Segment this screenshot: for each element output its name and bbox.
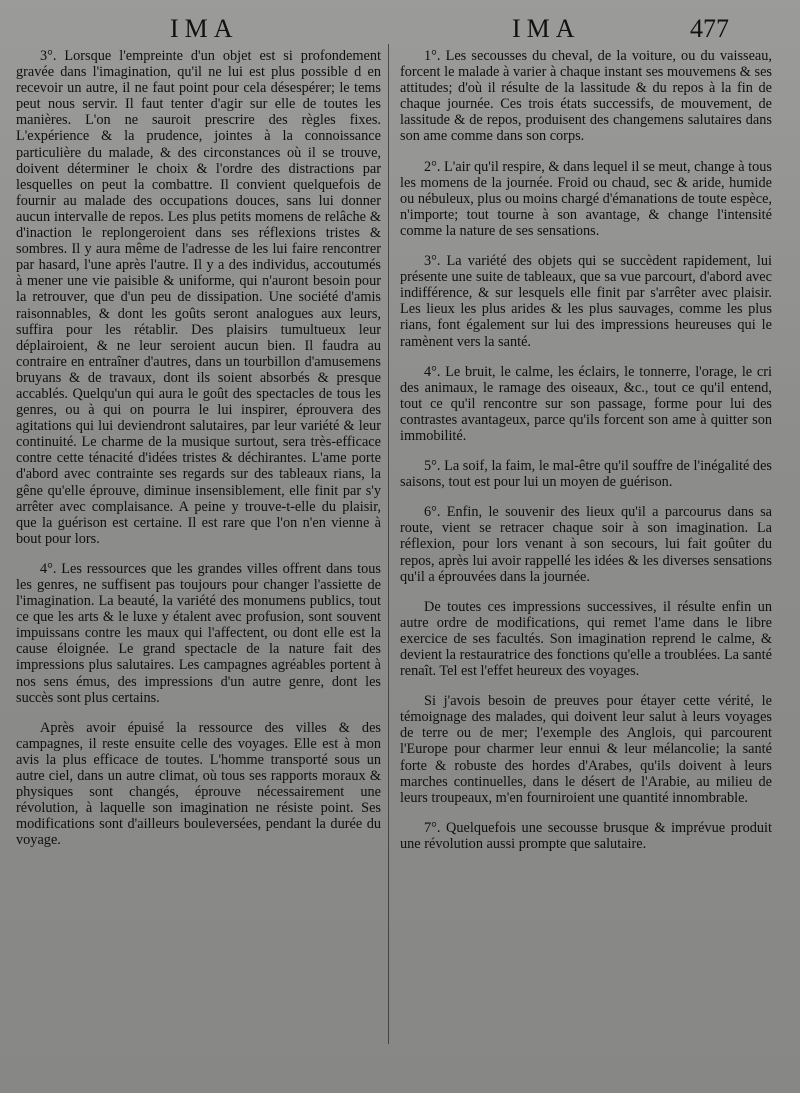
left-column xyxy=(16,48,381,863)
column-divider xyxy=(388,44,389,1044)
paragraph: 7°. Quelquefois une secousse brusque & imprévue produit une révolution aussi prompte que salutaire. xyxy=(400,819,772,852)
paragraph: 5°. La soif, la faim, le mal-être qu'il souffre de l'inégalité des saisons, tout est pour lui un moyen de guérison. xyxy=(400,458,772,491)
paragraph: 4°. Le bruit, le calme, les éclairs, le tonnerre, l'orage, le cri des animaux, le ramage des oiseaux, &c., tout ce qu'il entend, tout ce qu'il rencontre sur son passage, forme pour lui des contrastes avantageux, parce qu'ils forcent son ame à quitter son immobilité. xyxy=(400,363,772,444)
paragraph: 4°. Les ressources que les grandes villes offrent dans tous les genres, ne suffisent pas toujours pour changer l'assiette de l'imagination. La beauté, la variété des monumens publics, tout ce que les arts & le luxe y étalent avec profusion, sont souvent impuissans contre les maux qui l'affectent, ou dont elle est la cause éloignée. Le grand spectacle de la nature fait des impressions plus salutaires. Les campagnes agréables portent à nos sens émus, des impressions d'un autre genre, dont les succès sont plus certains. xyxy=(16,560,381,706)
paragraph: 2°. L'air qu'il respire, & dans lequel il se meut, change à tous les momens de la journée. Froid ou chaud, sec & aride, humide ou nébuleux, plus ou moins chargé d'émanations de toute espèce, n'importe; tout tourne à son avantage, & change l'intensité comme la nature de ses sensations. xyxy=(400,158,772,239)
paragraph: 6°. Enfin, le souvenir des lieux qu'il a parcourus dans sa route, vient se retracer chaque soir à son imagination. La réflexion, pour lors venant à son secours, lui fait goûter du repos, après lui avoir rappellé les idées & les diverses sensations qu'il a éprouvées dans la journée. xyxy=(400,504,772,585)
page-number: 477 xyxy=(690,14,729,43)
paragraph: 3°. La variété des objets qui se succèdent rapidement, lui présente une suite de tableaux, que sa vue parcourt, d'abord avec indifférence, & sur lesquels elle finit par s'arrêter avec plaisir. Les lieux les plus arides & les plus sauvages, comme les plus rians, font également sur lui des impressions heureuses qui le ramènent vers la santé. xyxy=(400,253,772,350)
paragraph: 3°. Lorsque l'empreinte d'un objet est si profondement gravée dans l'imagination, qu'il ne lui est plus possible d en recevoir un autre, il ne faut point pour cela désespérer; le tems peut nous servir. Il faut tenter d'agir sur elle de toutes les manières. L'on ne sauroit prescrire des règles fixes. L'expérience & la prudence, jointes à la connoissance particulière du malade, & des circonstances où il se trouve, doivent déterminer le choix & l'ordre des distractions par lesquelles on peut la combattre. Il convient quelquefois de fournir au malade des occupations douces, sans lui donner aucun intervalle de repos. Les plus petits momens de relâche & d'inaction le replongeroient dans ses réflexions tristes & sombres. Il y aura même de l'adresse de les lui faire rencontrer par hasard, l'une après l'autre. Il y a des individus, accoutumés à mener une vie paisible & uniforme, qui n'auront besoin pour la retrouver, que d'un peu de dissipation. Une société d'amis raisonnables, & dont les goûts seront analogues aux leurs, suffira pour les rétablir. Des plaisirs tumultueux leur déplairoient, & ne leur seroient aucun bien. Il faudra au contraire en entraîner d'autres, dans un tourbillon d'amusemens bruyans & de travaux, dont ils soient absorbés & presque accablés. Quelqu'un qui aura le goût des spectacles de tous les genres, ou à qui on pourra le lui inspirer, éprouvera des agitations qui lui deviendront salutaires, par leur variété & leur continuité. Le charme de la musique surtout, sera très-efficace contre cette ténacité d'idées tristes & déchirantes. L'ame porte d'abord avec contrainte ses regards sur des tableaux rians, la gêne qu'elle éprouve, diminue insensiblement, elle finit par s'y arrêter avec complaisance. A peine y trouve-t-elle du plaisir, que la guérison est certaine. Il est rare que l'on n'en vienne à bout pour lors. xyxy=(16,48,381,547)
right-column xyxy=(400,48,772,866)
running-header-right: IMA xyxy=(512,14,581,43)
paragraph: 1°. Les secousses du cheval, de la voiture, ou du vaisseau, forcent le malade à varier à chaque instant ses mouvemens & ses attitudes; d'où il résulte de la lassitude & du repos à la fin de chaque journée. Ces trois états successifs, de mouvement, de lassitude & de repos, produisent des changemens salutaires dans son ame comme dans son corps. xyxy=(400,48,772,145)
paragraph: Si j'avois besoin de preuves pour étayer cette vérité, le témoignage des malades, qui doivent leur salut à leurs voyages de terre ou de mer; l'exemple des Anglois, qui parcourent l'Europe pour charmer leur ennui & leur mélancolie; la santé forte & robuste des hordes d'Arabes, qu'ils doivent à leurs marches continuelles, dans le désert de l'Arabie, au milieu de leurs troupeaux, m'en fourniroient une quantité innombrable. xyxy=(400,693,772,806)
running-header-left: IMA xyxy=(170,14,239,43)
paragraph: De toutes ces impressions successives, il résulte enfin un autre ordre de modifications, qui remet l'ame dans le libre exercice de ses facultés. Son imagination reprend le calme, & devient la restauratrice des fonctions qu'elle a troublées. La santé renaît. Tel est l'effet heureux des voyages. xyxy=(400,598,772,680)
paragraph: Après avoir épuisé la ressource des villes & des campagnes, il reste ensuite celle des voyages. Elle est à mon avis la plus efficace de toutes. L'homme transporté sous un autre ciel, dans un autre climat, où tous ses rapports moraux & physiques sont changés, éprouve nécessairement une révolution, à laquelle son imagination ne résiste point. Ses modifications sont d'ailleurs bouleversées, pendant la durée du voyage. xyxy=(16,719,381,849)
